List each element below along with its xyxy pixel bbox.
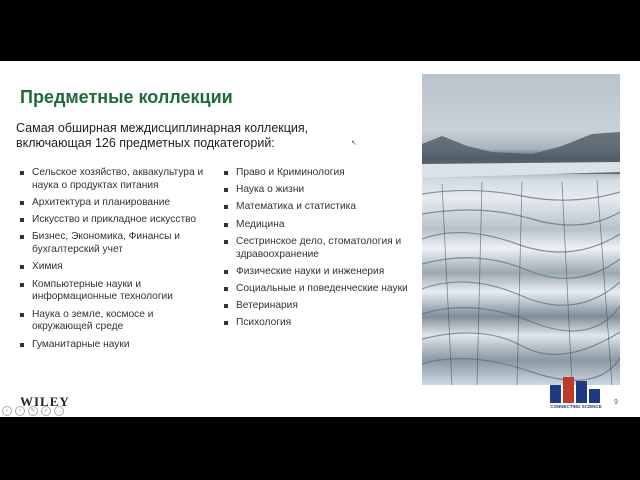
left-subject-list <box>18 167 216 356</box>
subject-item: Социальные и поведенческие науки <box>222 283 418 296</box>
connecting-science-badge <box>546 377 606 413</box>
slide-title: Предметные коллекции <box>20 87 233 107</box>
forward-icon[interactable]: › <box>15 406 25 416</box>
slide-controls <box>2 406 64 415</box>
subject-item: Ветеринария <box>222 300 418 313</box>
presentation-slide <box>0 61 640 417</box>
badge-bar <box>576 381 587 403</box>
subject-item: Искусство и прикладное искусство <box>18 214 216 227</box>
subject-item: Химия <box>18 261 216 274</box>
subject-item: Психология <box>222 317 418 330</box>
more-icon[interactable]: … <box>56 407 62 414</box>
subject-item: Право и Криминология <box>222 167 418 180</box>
wiley-logo: WILEY <box>20 394 70 409</box>
badge-bar <box>563 377 574 403</box>
subject-item: Наука о жизни <box>222 184 418 197</box>
subject-item: Бизнес, Экономика, Финансы и бухгалтерский учет <box>18 231 216 257</box>
subject-item: Архитектура и планирование <box>18 197 216 210</box>
subject-item: Математика и статистика <box>222 201 418 214</box>
badge-bar <box>550 385 561 403</box>
subject-item: Физические науки и инженерия <box>222 266 418 279</box>
slide-subtitle: Самая обширная междисциплинарная коллекция, включающая 126 предметных подкатегорий: <box>16 121 309 150</box>
back-icon[interactable]: ‹ <box>2 406 12 416</box>
page-number: 9 <box>614 399 618 406</box>
subject-item: Компьютерные науки и информационные технологии <box>18 279 216 305</box>
right-subject-list <box>222 167 418 334</box>
badge-bar <box>589 389 600 403</box>
subject-item: Медицина <box>222 219 418 232</box>
subject-item: Наука о земле, космосе и окружающей среде <box>18 309 216 335</box>
subject-item: Сестринское дело, стоматология и здравоохранение <box>222 236 418 262</box>
subject-item: Сельское хозяйство, аквакультура и наука о продуктах питания <box>18 167 216 193</box>
glacier-photo <box>422 74 620 385</box>
pen-icon[interactable]: ✎ <box>28 406 38 416</box>
zoom-icon[interactable]: ⌕ <box>41 406 51 416</box>
badge-caption: CONNECTING SCIENCE <box>550 404 602 409</box>
subject-item: Гуманитарные науки <box>18 339 216 352</box>
cursor-icon: ↖ <box>351 139 357 147</box>
